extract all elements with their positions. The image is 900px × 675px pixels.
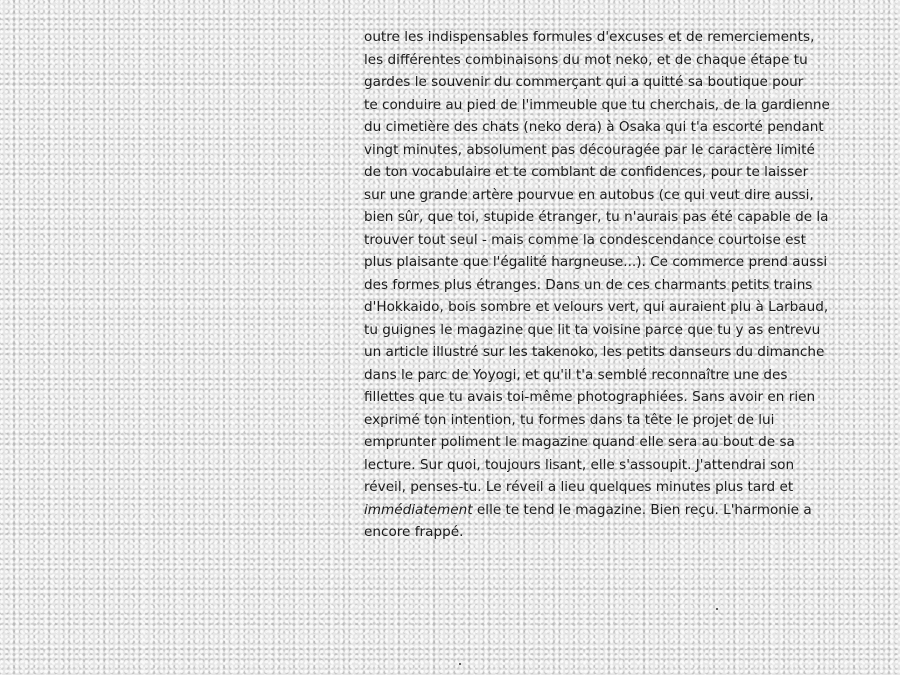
text-line-11: plus plaisante que l'égalité hargneuse...). Ce commerce prend aussi: [364, 254, 828, 270]
text-line-21: réveil, penses-tu. Le réveil a lieu quelques minutes plus tard et: [364, 479, 794, 495]
text-line-19: emprunter poliment le magazine quand elle sera au bout de sa: [364, 434, 795, 450]
text-line-5: du cimetière des chats (neko dera) à Osaka qui t'a escorté pendant: [364, 119, 824, 135]
paper-speck: [459, 663, 461, 665]
text-line-23: encore frappé.: [364, 524, 464, 540]
text-line-22-rest: elle te tend le magazine. Bien reçu. L'harmonie a: [472, 501, 812, 518]
text-line-22: [364, 499, 884, 522]
text-line-1: outre les indispensables formules d'excuses et de remerciements,: [364, 29, 815, 45]
text-line-15: un article illustré sur les takenoko, les petits danseurs du dimanche: [364, 344, 825, 360]
text-line-10: trouver tout seul - mais comme la condescendance courtoise est: [364, 231, 806, 248]
text-line-9: bien sûr, que toi, stupide étranger, tu n'aurais pas été capable de la: [364, 209, 829, 225]
text-line-14: tu guignes le magazine que lit ta voisine parce que tu y as entrevu: [364, 321, 821, 338]
text-line-3: gardes le souvenir du commerçant qui a quitté sa boutique pour: [364, 74, 804, 90]
paper-speck: [716, 608, 718, 610]
text-line-4: te conduire au pied de l'immeuble que tu cherchais, de la gardienne: [364, 96, 830, 113]
text-line-17: fillettes que tu avais toi-même photographiées. Sans avoir en rien: [364, 389, 816, 405]
text-line-18: exprimé ton intention, tu formes dans ta tête le projet de lui: [364, 411, 775, 428]
body-text: [364, 26, 884, 544]
text-line-16: dans le parc de Yoyogi, et qu'il t'a semblé reconnaître une des: [364, 366, 788, 383]
italic-word: immédiatement: [364, 501, 473, 518]
text-line-6: vingt minutes, absolument pas découragée par le caractère limité: [364, 141, 815, 158]
text-line-2: les différentes combinaisons du mot neko, et de chaque étape tu: [364, 51, 808, 68]
text-line-20: lecture. Sur quoi, toujours lisant, elle s'assoupit. J'attendrai son: [364, 456, 795, 473]
text-line-7: de ton vocabulaire et te comblant de confidences, pour te laisser: [364, 164, 809, 180]
text-line-13: d'Hokkaido, bois sombre et velours vert, qui auraient plu à Larbaud,: [364, 299, 829, 315]
text-line-12: des formes plus étranges. Dans un de ces charmants petits trains: [364, 276, 813, 293]
text-line-8: sur une grande artère pourvue en autobus (ce qui veut dire aussi,: [364, 186, 814, 203]
